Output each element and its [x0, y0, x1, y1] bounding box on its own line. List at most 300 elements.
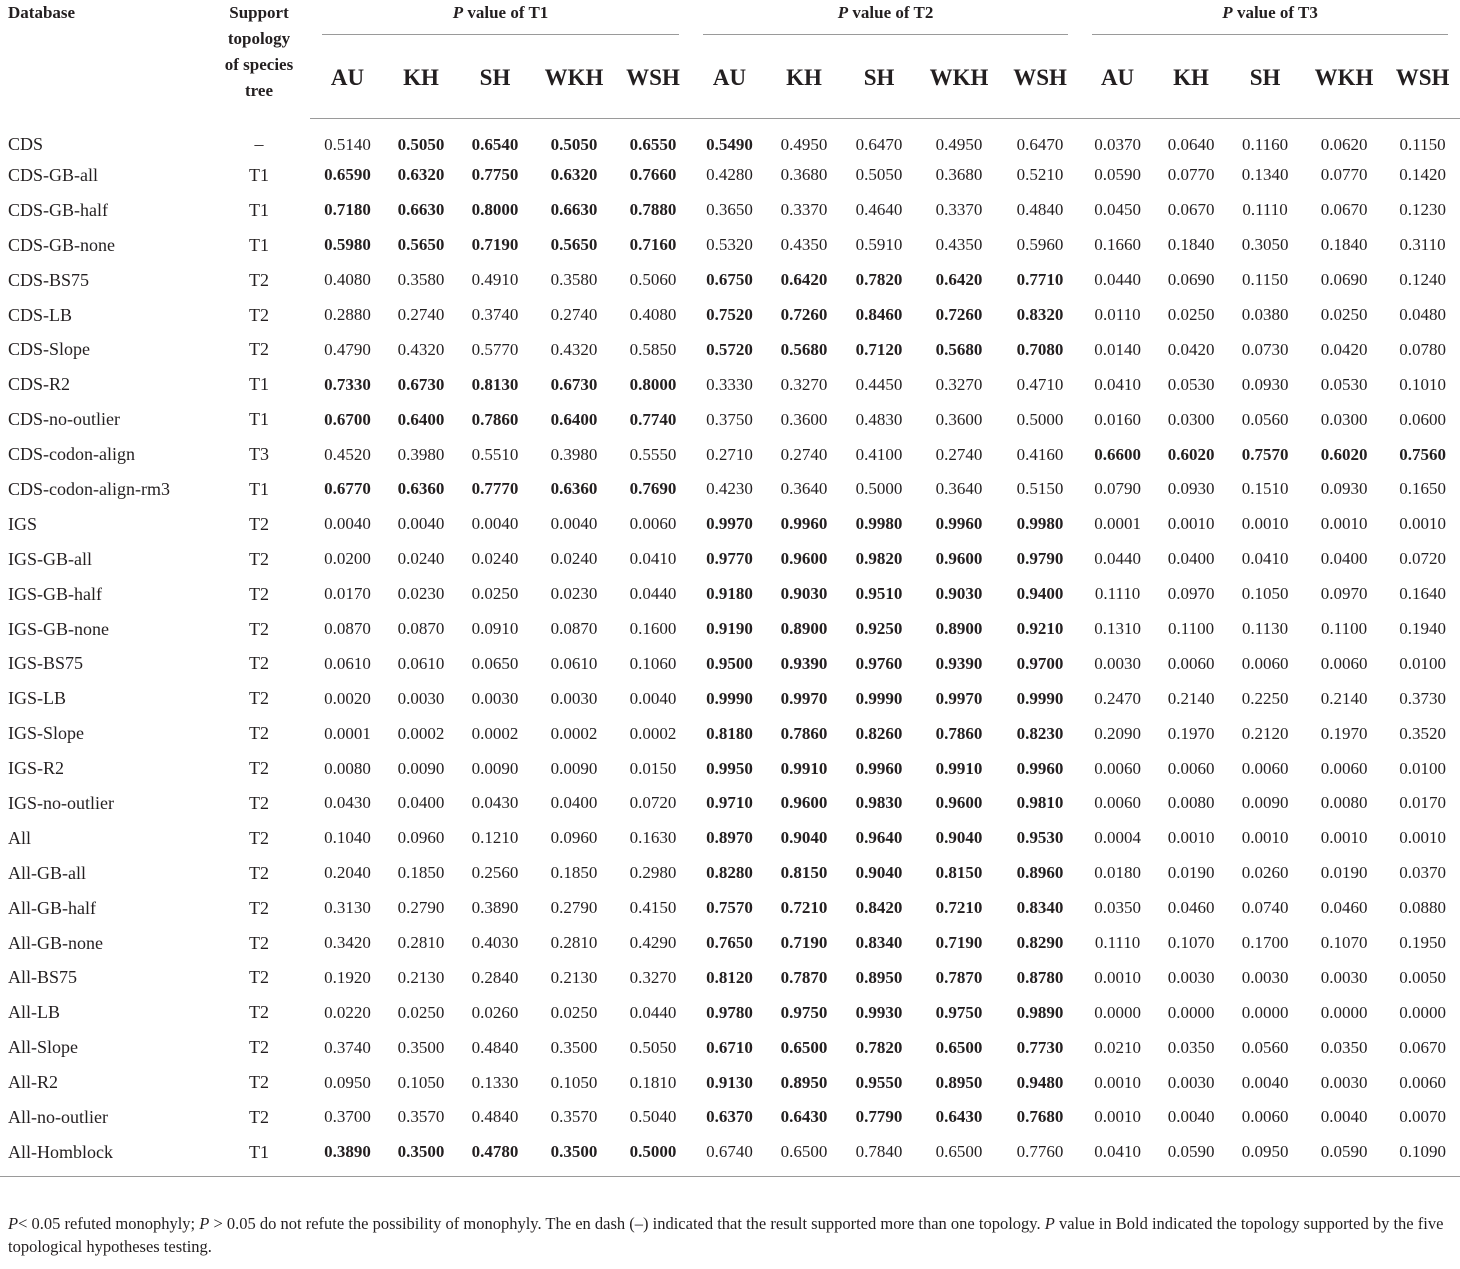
cell-p-value-t2-au: 0.9130	[706, 1072, 753, 1092]
cell-p-value-t1-wkh: 0.3500	[533, 1135, 615, 1176]
cell-support-topology: T1	[249, 374, 269, 395]
cell-p-value-t3-kh: 0.0590	[1155, 1135, 1227, 1176]
cell-p-value-t3-sh: 0.3050	[1241, 235, 1289, 255]
cell-p-value-t3-kh: 0.0190	[1167, 863, 1215, 883]
cell-p-value-t3-wsh: 0.0170	[1399, 793, 1446, 813]
cell-p-value-t1-wsh: 0.0002	[629, 723, 677, 743]
cell-p-value-t3-kh: 0.2140	[1167, 688, 1215, 708]
cell-p-value-t2-sh: 0.8950	[855, 967, 903, 987]
cell-p-value-t2-sh: 0.7840	[840, 1135, 918, 1176]
header-test-sh: SH	[457, 38, 533, 119]
cell-p-value-t3-wsh: 0.1650	[1399, 479, 1446, 499]
cell-p-value-t1-au: 0.0040	[324, 514, 371, 534]
cell-p-value-t3-sh: 0.1510	[1241, 479, 1289, 499]
cell-p-value-t3-sh: 0.0930	[1241, 374, 1289, 394]
cell-database: IGS-R2	[8, 758, 65, 779]
cell-p-value-t1-wkh: 0.3500	[550, 1037, 598, 1057]
header-test-kh: KH	[768, 38, 840, 119]
cell-p-value-t3-sh: 0.0010	[1241, 514, 1289, 534]
table-body	[0, 119, 1460, 1177]
cell-p-value-t2-au: 0.9180	[706, 584, 753, 604]
cell-p-value-t2-au: 0.8280	[706, 863, 753, 883]
cell-p-value-t1-wkh: 0.0230	[550, 584, 598, 604]
cell-p-value-t3-wkh: 0.0530	[1320, 374, 1368, 394]
cell-p-value-t2-wkh: 0.6430	[935, 1107, 983, 1127]
cell-p-value-t2-sh: 0.4100	[855, 444, 903, 464]
footnote-text: value in Bold indicated the topology supported by the five topological hypotheses testing.	[8, 1214, 1444, 1256]
cell-p-value-t1-au: 0.0610	[324, 653, 371, 673]
cell-p-value-t2-wkh: 0.9600	[935, 549, 983, 569]
cell-p-value-t2-wsh: 0.7760	[1000, 1135, 1080, 1176]
cell-p-value-t2-kh: 0.7870	[780, 967, 828, 987]
cell-p-value-t2-wkh: 0.9390	[935, 653, 983, 673]
cell-p-value-t2-wkh: 0.6500	[935, 1037, 983, 1057]
cell-p-value-t2-wkh: 0.9600	[935, 793, 983, 813]
cell-p-value-t1-sh: 0.0430	[471, 793, 519, 813]
cell-p-value-t3-wkh: 0.1070	[1320, 933, 1368, 953]
cell-p-value-t1-wkh: 0.5650	[550, 235, 598, 255]
cell-p-value-t3-sh: 0.0000	[1241, 1002, 1289, 1022]
cell-p-value-t1-wkh: 0.6730	[550, 374, 598, 394]
table-row	[0, 507, 1460, 542]
cell-p-value-t3-kh: 0.0060	[1167, 758, 1215, 778]
cell-p-value-t3-sh: 0.0950	[1227, 1135, 1303, 1176]
cell-database: CDS-codon-align	[8, 444, 135, 465]
cell-p-value-t1-sh: 0.4840	[471, 1037, 519, 1057]
cell-p-value-t3-au: 0.0370	[1094, 134, 1141, 154]
cell-p-value-t1-wkh: 0.6360	[550, 479, 598, 499]
cell-p-value-t1-sh: 0.1210	[471, 828, 519, 848]
cell-p-value-t1-kh: 0.3500	[385, 1135, 457, 1176]
cell-support-topology: T2	[249, 583, 269, 604]
table-row	[0, 1030, 1460, 1065]
cell-p-value-t2-wsh: 0.8290	[1016, 933, 1064, 953]
cell-p-value-t3-kh: 0.0930	[1167, 479, 1215, 499]
cell-p-value-t3-wkh: 0.0060	[1320, 758, 1368, 778]
header-support-topology	[208, 0, 310, 119]
cell-database: All-GB-half	[8, 897, 96, 918]
cell-p-value-t1-au: 0.5980	[324, 235, 371, 255]
cell-database: All-Slope	[8, 1037, 78, 1058]
cell-p-value-t1-sh: 0.7190	[471, 235, 519, 255]
table-row	[0, 193, 1460, 228]
cell-p-value-t2-sh: 0.7790	[855, 1107, 903, 1127]
cell-database: All-Homblock	[0, 1135, 208, 1176]
cell-p-value-t3-sh: 0.7570	[1241, 444, 1289, 464]
cell-p-value-t2-wsh: 0.9530	[1016, 828, 1064, 848]
cell-p-value-t2-au: 0.8120	[706, 967, 753, 987]
cell-p-value-t1-wkh: 0.3570	[550, 1107, 598, 1127]
cell-p-value-t3-wsh: 0.1420	[1399, 165, 1446, 185]
cell-p-value-t2-wsh: 0.4840	[1016, 200, 1064, 220]
cell-p-value-t3-wkh: 0.0060	[1320, 653, 1368, 673]
cell-database: All-GB-all	[8, 862, 86, 883]
cell-p-value-t2-wkh: 0.9030	[935, 584, 983, 604]
cell-p-value-t1-wsh: 0.1600	[629, 619, 677, 639]
cell-support-topology: T2	[249, 513, 269, 534]
cell-p-value-t1-au: 0.1040	[324, 828, 371, 848]
cell-p-value-t2-sh: 0.7820	[855, 1037, 903, 1057]
cell-p-value-t1-wkh: 0.2740	[550, 305, 598, 324]
cell-p-value-t1-wkh: 0.0250	[550, 1002, 598, 1022]
cell-p-value-t1-au: 0.0020	[324, 688, 371, 708]
cell-p-value-t2-wkh: 0.7260	[935, 305, 983, 324]
cell-p-value-t2-kh: 0.3680	[780, 165, 828, 185]
cell-p-value-t3-wsh: 0.0600	[1399, 409, 1446, 429]
cell-p-value-t1-wsh: 0.0410	[629, 549, 677, 569]
cell-p-value-t1-sh: 0.4030	[471, 933, 519, 953]
header-test-kh: KH	[1155, 38, 1227, 119]
cell-p-value-t3-sh: 0.1340	[1241, 165, 1289, 185]
header-support-line: of species	[224, 55, 294, 74]
cell-p-value-t2-au: 0.9780	[706, 1002, 753, 1022]
header-test-wkh: WKH	[1303, 38, 1385, 119]
cell-p-value-t2-kh: 0.9030	[780, 584, 828, 604]
cell-p-value-t2-sh: 0.4450	[855, 374, 903, 394]
cell-p-value-t3-wkh: 0.0930	[1320, 479, 1368, 499]
cell-p-value-t3-sh: 0.0090	[1241, 793, 1289, 813]
cell-p-value-t1-sh: 0.3740	[471, 305, 519, 324]
cell-p-value-t3-au: 0.0790	[1094, 479, 1141, 499]
cell-p-value-t2-wsh: 0.7080	[1016, 339, 1064, 359]
cell-p-value-t2-wkh: 0.3600	[935, 409, 983, 429]
cell-p-value-t2-au: 0.8970	[706, 828, 753, 848]
table-row	[0, 1135, 1460, 1176]
cell-p-value-t3-wkh: 0.0690	[1320, 270, 1368, 290]
cell-p-value-t3-sh: 0.0730	[1241, 339, 1289, 359]
cell-p-value-t2-kh: 0.9910	[780, 758, 828, 778]
cell-p-value-t1-au: 0.5140	[324, 134, 371, 154]
cell-p-value-t1-sh: 0.2560	[471, 863, 519, 883]
table-row	[0, 1100, 1460, 1135]
cell-p-value-t3-kh: 0.0010	[1167, 828, 1215, 848]
cell-p-value-t2-wsh: 0.8340	[1016, 898, 1064, 918]
cell-p-value-t2-au: 0.6370	[706, 1107, 753, 1127]
cell-p-value-t3-au: 0.0440	[1094, 549, 1141, 569]
cell-p-value-t3-kh: 0.0030	[1167, 1072, 1215, 1092]
cell-p-value-t2-wkh: 0.9970	[935, 688, 983, 708]
cell-support-topology: T2	[249, 792, 269, 813]
cell-p-value-t2-kh: 0.6500	[768, 1135, 840, 1176]
cell-p-value-t2-kh: 0.8150	[780, 863, 828, 883]
cell-p-value-t1-sh: 0.0090	[471, 758, 519, 778]
cell-p-value-t3-kh: 0.0060	[1167, 653, 1215, 673]
cell-p-value-t3-sh: 0.0560	[1241, 1037, 1289, 1057]
cell-p-value-t1-wsh: 0.4080	[629, 305, 677, 324]
cell-p-value-t1-wsh: 0.0440	[629, 1002, 677, 1022]
cell-p-value-t3-sh: 0.0410	[1241, 549, 1289, 569]
table-row	[0, 402, 1460, 437]
table-row	[0, 716, 1460, 751]
cell-p-value-t1-kh: 0.0090	[397, 758, 445, 778]
cell-p-value-t3-au: 0.0180	[1094, 863, 1141, 883]
cell-p-value-t1-kh: 0.5650	[397, 235, 445, 255]
cell-p-value-t1-kh: 0.3580	[397, 270, 445, 290]
cell-p-value-t2-sh: 0.8260	[855, 723, 903, 743]
cell-p-value-t3-kh: 0.0350	[1167, 1037, 1215, 1057]
cell-p-value-t3-sh: 0.2120	[1241, 723, 1289, 743]
cell-p-value-t2-au: 0.9190	[706, 619, 753, 639]
cell-p-value-t3-sh: 0.0010	[1241, 828, 1289, 848]
cell-p-value-t3-wsh: 0.0100	[1399, 758, 1446, 778]
cell-p-value-t3-wkh: 0.1840	[1320, 235, 1368, 255]
cell-p-value-t3-au: 0.1110	[1094, 933, 1141, 953]
cell-p-value-t2-sh: 0.9930	[855, 1002, 903, 1022]
cell-p-value-t1-au: 0.0080	[324, 758, 371, 778]
cell-p-value-t3-wsh: 0.0050	[1399, 967, 1446, 987]
cell-p-value-t3-wsh: 0.1090	[1385, 1135, 1460, 1176]
cell-p-value-t2-au: 0.9770	[706, 549, 753, 569]
cell-p-value-t1-au: 0.4080	[324, 270, 371, 290]
cell-p-value-t2-wsh: 0.9700	[1016, 653, 1064, 673]
cell-p-value-t3-wsh: 0.0010	[1399, 514, 1446, 534]
cell-p-value-t2-kh: 0.8950	[780, 1072, 828, 1092]
cell-p-value-t2-wkh: 0.3680	[935, 165, 983, 185]
cell-p-value-t2-wsh: 0.5150	[1016, 479, 1064, 499]
cell-p-value-t1-wkh: 0.4320	[550, 339, 598, 359]
cell-p-value-t3-wkh: 0.0590	[1303, 1135, 1385, 1176]
cell-p-value-t1-wkh: 0.2790	[550, 898, 598, 918]
table-row	[0, 786, 1460, 821]
cell-p-value-t2-wkh: 0.4350	[935, 235, 983, 255]
cell-p-value-t3-wsh: 0.0370	[1399, 863, 1446, 883]
table-row	[0, 995, 1460, 1030]
cell-p-value-t3-kh: 0.0040	[1167, 1107, 1215, 1127]
cell-p-value-t1-wkh: 0.0870	[550, 619, 598, 639]
cell-p-value-t2-wsh: 0.7680	[1016, 1107, 1064, 1127]
cell-p-value-t1-wsh: 0.6550	[629, 134, 677, 154]
cell-p-value-t1-sh: 0.0650	[471, 653, 519, 673]
cell-p-value-t3-kh: 0.0690	[1167, 270, 1215, 290]
cell-p-value-t1-kh: 0.0400	[397, 793, 445, 813]
cell-p-value-t1-wkh: 0.3580	[550, 270, 598, 290]
cell-p-value-t2-wkh: 0.9960	[935, 514, 983, 534]
cell-p-value-t2-wkh: 0.9750	[935, 1002, 983, 1022]
cell-p-value-t1-wsh: 0.5040	[629, 1107, 677, 1127]
cell-support-topology: T1	[249, 478, 269, 499]
cell-p-value-t1-wsh: 0.4150	[629, 898, 677, 918]
cell-p-value-t1-kh: 0.0250	[397, 1002, 445, 1022]
table-row	[0, 681, 1460, 716]
cell-support-topology: T1	[249, 409, 269, 430]
cell-p-value-t2-kh: 0.8900	[780, 619, 828, 639]
cell-p-value-t2-wkh: 0.6420	[935, 270, 983, 290]
cell-support-topology: T2	[249, 1037, 269, 1058]
cell-p-value-t2-wkh: 0.7210	[935, 898, 983, 918]
cell-p-value-t1-wsh: 0.2980	[629, 863, 677, 883]
cell-p-value-t2-au: 0.7650	[706, 933, 753, 953]
cell-p-value-t1-sh: 0.5770	[471, 339, 519, 359]
cell-support-topology: T2	[249, 758, 269, 779]
cell-p-value-t1-wsh: 0.5550	[629, 444, 677, 464]
cell-p-value-t2-wsh: 0.9890	[1016, 1002, 1064, 1022]
cell-p-value-t3-wsh: 0.1940	[1399, 619, 1446, 639]
cell-p-value-t3-wsh: 0.1640	[1399, 584, 1446, 604]
cell-p-value-t1-wsh: 0.0720	[629, 793, 677, 813]
cell-p-value-t2-wkh: 0.7870	[935, 967, 983, 987]
cell-p-value-t3-wkh: 0.0400	[1320, 549, 1368, 569]
cell-p-value-t2-sh: 0.9820	[855, 549, 903, 569]
cell-p-value-t2-wkh: 0.6500	[918, 1135, 1000, 1176]
cell-p-value-t3-au: 0.0060	[1094, 758, 1141, 778]
cell-p-value-t3-sh: 0.1130	[1242, 619, 1289, 639]
cell-p-value-t2-kh: 0.9960	[780, 514, 828, 534]
cell-p-value-t1-wsh: 0.4290	[629, 933, 677, 953]
cell-p-value-t3-au: 0.1310	[1094, 619, 1141, 639]
cell-p-value-t1-sh: 0.0910	[471, 619, 519, 639]
cell-p-value-t1-kh: 0.1850	[397, 863, 445, 883]
table-row	[0, 577, 1460, 612]
cell-p-value-t1-kh: 0.6320	[397, 165, 445, 185]
cell-p-value-t3-wsh: 0.7560	[1399, 444, 1446, 464]
cell-p-value-t3-au: 0.0410	[1080, 1135, 1155, 1176]
cell-support-topology: T2	[249, 862, 269, 883]
cell-p-value-t3-wsh: 0.1150	[1399, 134, 1446, 154]
cell-support-topology: T2	[249, 1002, 269, 1023]
cell-p-value-t2-wsh: 0.7730	[1016, 1037, 1064, 1057]
cell-database: IGS-GB-all	[8, 548, 92, 569]
cell-p-value-t1-sh: 0.8000	[471, 200, 519, 220]
header-support-line: topology	[227, 29, 291, 48]
cell-p-value-t1-au: 0.6770	[324, 479, 371, 499]
cell-p-value-t1-wsh: 0.1060	[629, 653, 677, 673]
cell-p-value-t2-kh: 0.9600	[780, 793, 828, 813]
cell-p-value-t3-au: 0.0010	[1094, 1107, 1141, 1127]
cell-p-value-t2-wsh: 0.9400	[1016, 584, 1064, 604]
header-test-wsh: WSH	[615, 38, 691, 119]
cell-p-value-t2-kh: 0.3270	[780, 374, 828, 394]
table-row	[0, 1065, 1460, 1100]
cell-database: CDS-GB-all	[8, 164, 98, 185]
cell-p-value-t3-sh: 0.0380	[1241, 305, 1289, 324]
table-row	[0, 263, 1460, 298]
cell-p-value-t3-sh: 0.0060	[1241, 1107, 1289, 1127]
cell-p-value-t3-au: 0.2090	[1094, 723, 1141, 743]
cell-p-value-t1-kh: 0.0040	[397, 514, 445, 534]
cell-p-value-t2-kh: 0.7860	[780, 723, 828, 743]
cell-p-value-t2-kh: 0.9040	[780, 828, 828, 848]
cell-p-value-t2-wkh: 0.9040	[935, 828, 983, 848]
table-row	[0, 158, 1460, 193]
cell-p-value-t1-kh: 0.3500	[397, 1037, 445, 1057]
cell-p-value-t3-wsh: 0.0670	[1399, 1037, 1446, 1057]
cell-p-value-t3-wkh: 0.2140	[1320, 688, 1368, 708]
cell-p-value-t3-sh: 0.1110	[1242, 200, 1288, 220]
table-row	[0, 751, 1460, 786]
cell-database: CDS-GB-half	[8, 199, 108, 220]
cell-p-value-t1-kh: 0.0240	[397, 549, 445, 569]
cell-p-value-t2-wkh: 0.8900	[935, 619, 983, 639]
cell-database: IGS-BS75	[8, 653, 84, 674]
cell-p-value-t2-wsh: 0.8230	[1016, 723, 1064, 743]
cell-p-value-t3-au: 0.0160	[1094, 409, 1141, 429]
cell-p-value-t1-kh: 0.2130	[397, 967, 445, 987]
cell-p-value-t2-wkh: 0.8950	[935, 1072, 983, 1092]
cell-p-value-t3-wkh: 0.0000	[1320, 1002, 1368, 1022]
cell-p-value-t1-wsh: 0.5050	[629, 1037, 677, 1057]
header-test-au: AU	[310, 38, 385, 119]
header-group-t2	[691, 0, 1080, 38]
cell-p-value-t3-au: 0.1660	[1094, 235, 1141, 255]
cell-p-value-t1-wkh: 0.6320	[550, 165, 598, 185]
cell-p-value-t3-wsh: 0.1950	[1399, 933, 1446, 953]
cell-p-value-t2-sh: 0.9760	[855, 653, 903, 673]
cell-p-value-t1-wsh: 0.7160	[629, 235, 677, 255]
cell-p-value-t1-sh: 0.0040	[471, 514, 519, 534]
cell-p-value-t3-wkh: 0.0010	[1320, 828, 1368, 848]
cell-p-value-t2-sh: 0.4830	[855, 409, 903, 429]
cell-p-value-t3-au: 0.0210	[1094, 1037, 1141, 1057]
cell-p-value-t1-wsh: 0.5000	[615, 1135, 691, 1176]
cell-p-value-t2-wsh: 0.4710	[1016, 374, 1064, 394]
cell-p-value-t1-kh: 0.6360	[397, 479, 445, 499]
cell-p-value-t2-kh: 0.9600	[780, 549, 828, 569]
cell-support-topology: T1	[208, 1135, 310, 1176]
header-p-italic: P	[1222, 3, 1233, 22]
cell-p-value-t3-sh: 0.0060	[1241, 653, 1289, 673]
cell-p-value-t2-au: 0.3650	[706, 200, 753, 220]
cell-p-value-t3-kh: 0.0640	[1167, 134, 1215, 154]
cell-p-value-t2-au: 0.9970	[706, 514, 753, 534]
cell-p-value-t2-wkh: 0.3370	[935, 200, 983, 220]
header-support-line: tree	[245, 81, 273, 100]
cell-p-value-t3-au: 0.0010	[1094, 1072, 1141, 1092]
cell-database: CDS-R2	[8, 374, 71, 395]
cell-database: IGS-Slope	[8, 723, 84, 744]
cell-p-value-t2-au: 0.2710	[706, 444, 753, 464]
cell-p-value-t3-kh: 0.0970	[1167, 584, 1215, 604]
header-test-wkh: WKH	[918, 38, 1000, 119]
cell-p-value-t3-wkh: 0.0010	[1320, 514, 1368, 534]
cell-p-value-t2-au: 0.5320	[706, 235, 753, 255]
cell-p-value-t2-sh: 0.6470	[855, 134, 903, 154]
cell-p-value-t2-wsh: 0.9980	[1016, 514, 1064, 534]
cell-p-value-t1-sh: 0.5510	[471, 444, 519, 464]
cell-p-value-t2-wkh: 0.7860	[935, 723, 983, 743]
cell-support-topology: T2	[249, 688, 269, 709]
cell-p-value-t2-kh: 0.7260	[780, 305, 828, 324]
cell-p-value-t1-au: 0.3130	[324, 898, 371, 918]
cell-p-value-t1-au: 0.4520	[324, 444, 371, 464]
cell-p-value-t3-au: 0.2470	[1094, 688, 1141, 708]
cell-p-value-t2-wkh: 0.4950	[935, 134, 983, 154]
cell-p-value-t3-wsh: 0.0720	[1399, 549, 1446, 569]
cell-p-value-t2-wkh: 0.2740	[935, 444, 983, 464]
table-row	[0, 960, 1460, 995]
cell-p-value-t1-sh: 0.7860	[471, 409, 519, 429]
cell-p-value-t1-kh: 0.0960	[397, 828, 445, 848]
cell-p-value-t2-sh: 0.9960	[855, 758, 903, 778]
cell-p-value-t3-kh: 0.0460	[1167, 898, 1215, 918]
cell-p-value-t1-sh: 0.0030	[471, 688, 519, 708]
cell-p-value-t3-au: 0.0010	[1094, 967, 1141, 987]
cell-p-value-t2-au: 0.4230	[706, 479, 753, 499]
cell-p-value-t2-sh: 0.9990	[855, 688, 903, 708]
cell-p-value-t1-kh: 0.0002	[397, 723, 445, 743]
cell-p-value-t3-wsh: 0.0880	[1399, 898, 1446, 918]
cell-p-value-t1-wsh: 0.7740	[629, 409, 677, 429]
cell-p-value-t3-au: 0.0590	[1094, 165, 1141, 185]
footnote-text: < 0.05 refuted monophyly;	[18, 1214, 200, 1233]
header-test-sh: SH	[840, 38, 918, 119]
cell-p-value-t3-wsh: 0.0780	[1399, 339, 1446, 359]
cell-p-value-t1-wsh: 0.5850	[629, 339, 677, 359]
cell-p-value-t1-wsh: 0.7690	[629, 479, 677, 499]
table-row	[0, 228, 1460, 263]
cell-p-value-t3-kh: 0.0000	[1167, 1002, 1215, 1022]
cell-p-value-t2-kh: 0.6420	[780, 270, 828, 290]
header-test-au: AU	[1080, 38, 1155, 119]
